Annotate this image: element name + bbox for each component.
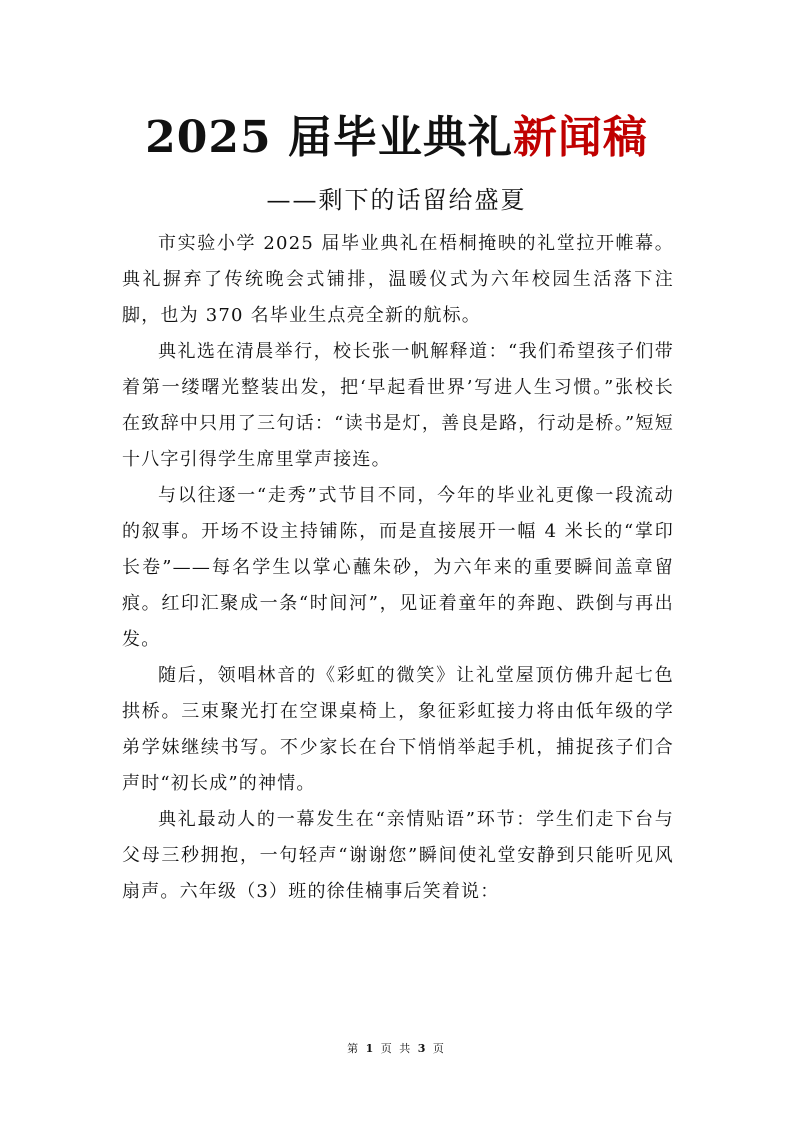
paragraph-1: 市实验小学 2025 届毕业典礼在梧桐掩映的礼堂拉开帷幕。典礼摒弃了传统晚会式铺排，温暖仪式为六年校园生活落下注脚，也为 370 名毕业生点亮全新的航标。 [122, 233, 674, 326]
footer-page-number: 1 [365, 1042, 376, 1055]
footer-prefix: 第 [347, 1042, 361, 1055]
paragraph-4: 随后，领唱林音的《彩虹的微笑》让礼堂屋顶仿佛升起七色拱桥。三束聚光打在空课桌椅上，象征彩虹接力将由低年级的学弟学妹继续书写。不少家长在台下悄悄举起手机，捕捉孩子们合声时“初长成”的神情。 [122, 665, 674, 794]
document-subtitle: ——剩下的话留给盛夏 [266, 186, 527, 214]
page-footer [0, 1040, 793, 1058]
footer-middle: 页 共 [380, 1042, 413, 1055]
footer-suffix: 页 [432, 1042, 446, 1055]
paragraph-5: 典礼最动人的一幕发生在“亲情贴语”环节：学生们走下台与父母三秒拥抱，一句轻声“谢谢您”瞬间使礼堂安静到只能听见风扇声。六年级（3）班的徐佳楠事后笑着说： [122, 809, 674, 902]
title-accent-text: 新闻稿 [512, 112, 648, 163]
document-body [122, 226, 674, 910]
footer-total-pages: 3 [417, 1042, 428, 1055]
paragraph-2: 典礼选在清晨举行，校长张一帆解释道：“我们希望孩子们带着第一缕曙光整装出发，把‘早起看世界’写进人生习惯。”张校长在致辞中只用了三句话：“读书是灯，善良是路，行动是桥。”短短十八字引得学生席里掌声接连。 [122, 341, 674, 470]
title-main-text: 2025 届毕业典礼 [145, 112, 513, 163]
paragraph-3: 与以往逐一“走秀”式节目不同，今年的毕业礼更像一段流动的叙事。开场不设主持铺陈，而是直接展开一幅 4 米长的“掌印长卷”——每名学生以掌心蘸朱砂，为六年来的重要瞬间盖章留痕。红印汇聚成一条“时间河”，见证着童年的奔跑、跌倒与再出发。 [122, 485, 674, 650]
document-title [0, 108, 793, 168]
